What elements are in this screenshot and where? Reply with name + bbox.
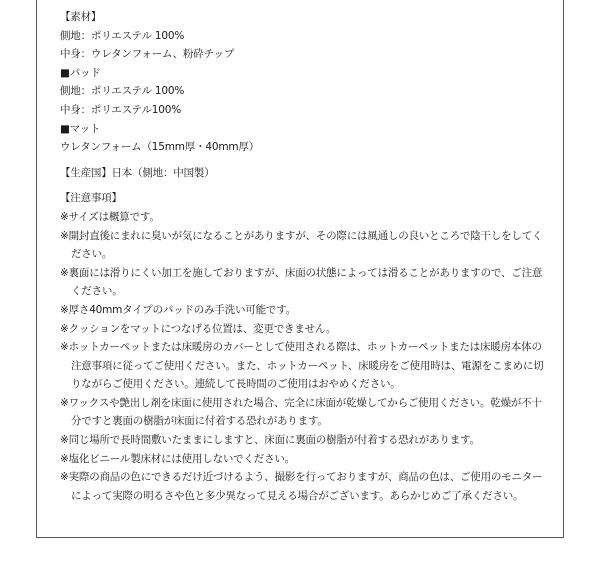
caution-item: ※ワックスや艶出し剤を床面に使用された場合、完全に床面が乾燥してからご使用ください。乾燥が不十分ですと裏面の樹脂が床面に付着する恐れがあります。 bbox=[60, 396, 542, 428]
materials-heading: 【素材】 bbox=[60, 11, 102, 23]
materials-line: ■マット bbox=[60, 122, 101, 135]
spec-text-block bbox=[60, 8, 550, 505]
origin-text: 【生産国】日本（側地：中国製） bbox=[60, 166, 215, 179]
caution-item: ※裏面には滑りにくい加工を施しておりますが、床面の状態によっては滑ることがありますので、ご注意ください。 bbox=[60, 266, 543, 298]
section-gap bbox=[60, 182, 550, 189]
cautions-heading: 【注意事項】 bbox=[60, 192, 122, 205]
caution-item: ※サイズは概算です。 bbox=[60, 210, 160, 223]
caution-item: ※実際の商品の色にできるだけ近づけるよう、撮影を行っておりますが、商品の色は、ご使用のモニターによって実際の明るさや色と多少異なって見える場合がございます。あらかじめご了承ください。 bbox=[60, 471, 543, 502]
caution-item: ※厚さ40mmタイプのパッドのみ手洗い可能です。 bbox=[60, 303, 296, 316]
caution-item: ※開封直後にまれに臭いが気になることがありますが、その際には風通しの良いところで陰干しをしてください。 bbox=[60, 229, 543, 261]
materials-line: ■パッド bbox=[60, 66, 101, 79]
caution-item: ※ホットカーペットまたは床暖房のカバーとして使用される際は、ホットカーペットまたは床暖房本体の注意事項に従ってご使用ください。また、ホットカーペット、床暖房をご使用時は、電源をこまめに切りながらご使用ください。連続して長時間のご使用はおやめください。 bbox=[60, 341, 544, 391]
materials-line: ウレタンフォーム（15mm厚・40mm厚） bbox=[60, 141, 259, 154]
caution-item: ※クッションをマットにつなげる位置は、変更できません。 bbox=[60, 322, 337, 335]
materials-line: 側地：ポリエステル 100% bbox=[60, 29, 185, 42]
section-gap bbox=[60, 157, 550, 164]
materials-line: 側地：ポリエステル 100% bbox=[60, 85, 185, 98]
materials-line: 中身：ポリエステル100% bbox=[60, 103, 181, 116]
materials-line: 中身：ウレタンフォーム、粉砕チップ bbox=[60, 48, 235, 61]
caution-item: ※同じ場所で長時間敷いたままにしますと、床面に裏面の樹脂が付着する恐れがあります。 bbox=[60, 434, 480, 447]
caution-item: ※塩化ビニール製床材には使用しないでください。 bbox=[60, 452, 295, 465]
